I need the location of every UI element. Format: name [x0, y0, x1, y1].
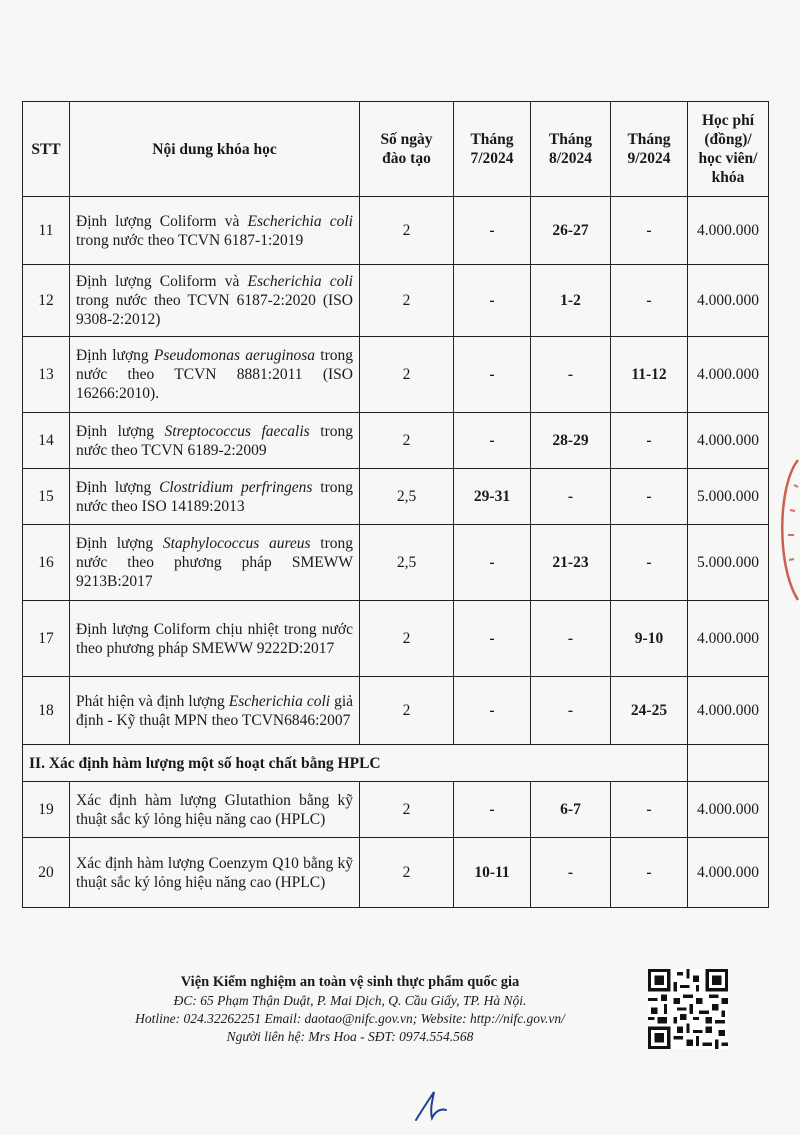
row-month-9: 9-10	[611, 601, 688, 677]
header-content: Nội dung khóa học	[70, 102, 360, 197]
content-text: Xác định hàm lượng Glutathion bằng kỹ thuật sắc ký lỏng hiệu năng cao (HPLC)	[76, 791, 353, 828]
content-text-rest: giả định - Kỹ thuật MPN theo TCVN6846:2007	[76, 692, 354, 729]
row-month-8: -	[531, 838, 611, 908]
row-fee: 4.000.000	[688, 677, 769, 745]
table-row	[23, 838, 769, 908]
row-month-7: -	[454, 265, 531, 337]
content-text: Định lượng	[76, 347, 154, 364]
row-content	[70, 337, 360, 413]
table-row	[23, 782, 769, 838]
content-text: Định lượng Coliform và	[76, 212, 248, 230]
row-days: 2,5	[360, 525, 454, 601]
row-fee: 4.000.000	[688, 838, 769, 908]
content-text-rest: trong nước theo TCVN 6187-1:2019	[76, 231, 304, 249]
content-text: Xác định hàm lượng Coenzym Q10 bằng kỹ thuật sắc ký lỏng hiệu năng cao (HPLC)	[76, 854, 353, 891]
row-month-8: 28-29	[531, 413, 611, 469]
red-stamp-edge	[768, 455, 800, 605]
row-month-9: -	[611, 838, 688, 908]
row-month-8: -	[531, 337, 611, 413]
header-fee: Học phí (đồng)/ học viên/ khóa	[688, 102, 769, 197]
content-text-rest: trong nước theo TCVN 6187-2:2020 (ISO 9308-2:2012)	[76, 292, 353, 328]
row-stt: 19	[23, 782, 70, 838]
table-row	[23, 337, 769, 413]
row-days: 2,5	[360, 469, 454, 525]
table-row	[23, 601, 769, 677]
content-species: Escherichia coli	[247, 273, 353, 290]
section-title: II. Xác định hàm lượng một số hoạt chất bằng HPLC	[23, 745, 688, 782]
content-text: Định lượng Coliform và	[76, 273, 248, 290]
row-month-7: -	[454, 197, 531, 265]
signature-mark	[410, 1088, 450, 1128]
header-month-9: Tháng 9/2024	[611, 102, 688, 197]
table-row	[23, 265, 769, 337]
row-month-7: -	[454, 525, 531, 601]
table-header-row	[23, 102, 769, 197]
content-text-rest: trong nước theo phương pháp SMEWW 9213B:2017	[76, 535, 354, 590]
row-content	[70, 677, 360, 745]
row-month-7: 29-31	[454, 469, 531, 525]
contact-info: Hotline: 024.32262251 Email: daotao@nifc.gov.vn; Website: http://nifc.gov.vn/	[135, 1011, 565, 1026]
content-species: Pseudomonas aeruginosa	[153, 347, 316, 364]
row-content	[70, 525, 360, 601]
row-days: 2	[360, 677, 454, 745]
content-text: Định lượng	[76, 422, 165, 440]
row-content	[70, 601, 360, 677]
row-month-7: 10-11	[454, 838, 531, 908]
content-species: Staphylococcus aureus	[162, 535, 311, 552]
row-month-9: -	[611, 413, 688, 469]
content-text-rest: trong nước theo TCVN 8881:2011 (ISO 16266:2010).	[76, 347, 354, 402]
row-content	[70, 469, 360, 525]
footer-contact	[90, 973, 610, 1046]
row-days: 2	[360, 782, 454, 838]
content-species: Escherichia coli	[247, 212, 353, 230]
row-days: 2	[360, 601, 454, 677]
row-fee: 5.000.000	[688, 525, 769, 601]
content-text: Phát hiện và định lượng	[76, 692, 229, 710]
row-content	[70, 782, 360, 838]
row-month-7: -	[454, 782, 531, 838]
row-month-7: -	[454, 601, 531, 677]
row-days: 2	[360, 197, 454, 265]
row-stt: 12	[23, 265, 70, 337]
content-text-rest: trong nước theo TCVN 6189-2:2009	[76, 422, 353, 459]
row-stt: 14	[23, 413, 70, 469]
header-stt: STT	[23, 102, 70, 197]
row-days: 2	[360, 838, 454, 908]
row-days: 2	[360, 337, 454, 413]
row-stt: 13	[23, 337, 70, 413]
org-name: Viện Kiểm nghiệm an toàn vệ sinh thực phẩm quốc gia	[180, 974, 520, 990]
row-content	[70, 197, 360, 265]
row-fee: 5.000.000	[688, 469, 769, 525]
content-text: Định lượng	[76, 478, 160, 496]
row-days: 2	[360, 413, 454, 469]
table-row	[23, 413, 769, 469]
qr-code-icon	[648, 969, 728, 1049]
row-fee: 4.000.000	[688, 782, 769, 838]
row-fee: 4.000.000	[688, 265, 769, 337]
content-text: Định lượng Coliform chịu nhiệt trong nước theo phương pháp SMEWW 9222D:2017	[76, 620, 353, 657]
row-month-7: -	[454, 677, 531, 745]
row-days: 2	[360, 265, 454, 337]
row-stt: 17	[23, 601, 70, 677]
row-month-8: 6-7	[531, 782, 611, 838]
row-month-9: 11-12	[611, 337, 688, 413]
table-row	[23, 197, 769, 265]
row-stt: 11	[23, 197, 70, 265]
row-fee: 4.000.000	[688, 337, 769, 413]
row-month-9: -	[611, 265, 688, 337]
row-month-9: -	[611, 469, 688, 525]
row-month-8: -	[531, 677, 611, 745]
row-content	[70, 265, 360, 337]
contact-person: Người liên hệ: Mrs Hoa - SĐT: 0974.554.568	[226, 1029, 474, 1044]
header-days: Số ngày đào tạo	[360, 102, 454, 197]
row-fee: 4.000.000	[688, 601, 769, 677]
table-row	[23, 525, 769, 601]
content-species: Clostridium perfringens	[159, 478, 313, 496]
content-text-rest: trong nước theo ISO 14189:2013	[76, 478, 354, 515]
row-fee: 4.000.000	[688, 197, 769, 265]
row-month-7: -	[454, 337, 531, 413]
row-content	[70, 838, 360, 908]
header-month-7: Tháng 7/2024	[454, 102, 531, 197]
table-row	[23, 469, 769, 525]
row-month-9: -	[611, 525, 688, 601]
header-month-8: Tháng 8/2024	[531, 102, 611, 197]
row-month-8: 26-27	[531, 197, 611, 265]
row-month-8: -	[531, 601, 611, 677]
content-species: Escherichia coli	[228, 692, 331, 710]
row-month-8: -	[531, 469, 611, 525]
section-row	[23, 745, 769, 782]
row-stt: 15	[23, 469, 70, 525]
course-schedule-table	[22, 101, 769, 908]
content-text: Định lượng	[76, 535, 163, 552]
content-species: Streptococcus faecalis	[164, 422, 310, 440]
row-fee: 4.000.000	[688, 413, 769, 469]
row-stt: 18	[23, 677, 70, 745]
table-row	[23, 677, 769, 745]
address: ĐC: 65 Phạm Thận Duật, P. Mai Dịch, Q. Cầu Giấy, TP. Hà Nội.	[173, 993, 527, 1008]
row-content	[70, 413, 360, 469]
row-month-9: -	[611, 197, 688, 265]
row-stt: 20	[23, 838, 70, 908]
row-stt: 16	[23, 525, 70, 601]
row-month-7: -	[454, 413, 531, 469]
row-month-8: 1-2	[531, 265, 611, 337]
row-month-8: 21-23	[531, 525, 611, 601]
row-month-9: 24-25	[611, 677, 688, 745]
row-month-9: -	[611, 782, 688, 838]
section-empty-cell	[688, 745, 769, 782]
